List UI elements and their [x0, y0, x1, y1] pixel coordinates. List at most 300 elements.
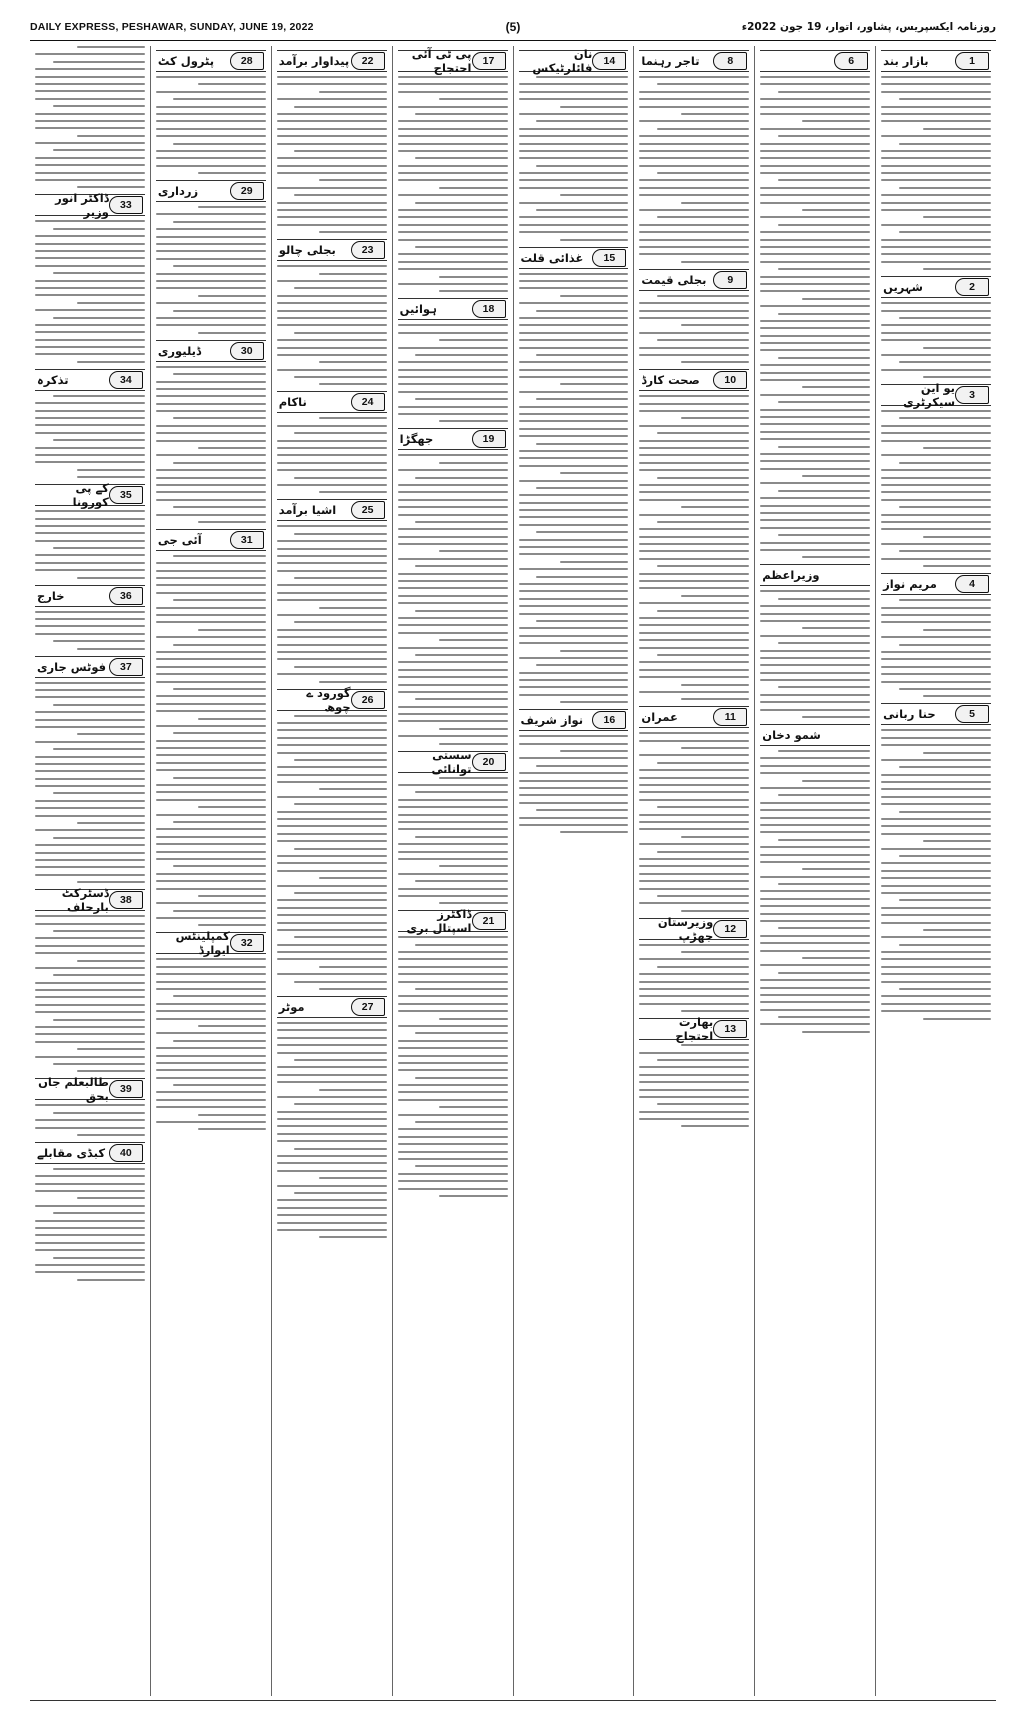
- story-number: 35: [120, 489, 132, 502]
- text-line: [35, 569, 145, 571]
- text-line: [173, 506, 265, 508]
- text-line: [173, 688, 265, 690]
- text-line: [35, 83, 145, 85]
- text-line: [35, 1227, 145, 1229]
- text-line: [156, 128, 266, 130]
- text-line: [519, 598, 629, 600]
- text-line: [639, 981, 749, 983]
- text-line: [277, 1037, 387, 1039]
- text-line: [657, 216, 749, 218]
- text-line: [881, 673, 991, 675]
- text-line: [398, 624, 508, 626]
- text-line: [294, 477, 386, 479]
- text-line: [35, 1249, 145, 1251]
- text-line: [35, 618, 145, 620]
- text-line: [760, 106, 870, 108]
- text-line: [35, 257, 145, 259]
- story-number-badge: [713, 920, 747, 938]
- text-line: [760, 349, 870, 351]
- text-line: [881, 521, 991, 523]
- text-line: [53, 547, 145, 549]
- text-line: [398, 506, 508, 508]
- text-line: [439, 639, 507, 641]
- text-line: [35, 952, 145, 954]
- story-number: 28: [240, 55, 253, 67]
- text-line: [277, 914, 387, 916]
- text-line: [277, 781, 387, 783]
- column-7: [150, 46, 271, 1696]
- story-number-badge: [713, 708, 747, 726]
- text-line: [294, 892, 386, 894]
- text-line: [519, 780, 629, 782]
- text-line: [760, 320, 870, 322]
- text-line: [439, 550, 507, 552]
- text-line: [519, 450, 629, 452]
- story-block: [639, 269, 749, 364]
- text-line: [639, 317, 749, 319]
- text-line: [398, 1099, 508, 1101]
- text-line: [778, 179, 870, 181]
- text-line: [35, 1026, 145, 1028]
- text-line: [760, 150, 870, 152]
- text-line: [277, 722, 387, 724]
- text-line: [198, 521, 266, 523]
- story-number: 6: [848, 55, 855, 67]
- story-title: ڈسٹرکٹ بارحلف: [61, 886, 109, 915]
- text-line: [173, 462, 265, 464]
- text-line: [519, 224, 629, 226]
- text-line: [35, 540, 145, 542]
- text-line: [881, 1003, 991, 1005]
- text-line: [398, 231, 508, 233]
- text-line: [881, 246, 991, 248]
- text-line: [881, 83, 991, 85]
- text-line: [294, 150, 386, 152]
- story-number: 14: [603, 55, 616, 67]
- text-line: [156, 491, 266, 493]
- text-line: [760, 290, 870, 292]
- story-title: یو این سیکرٹری: [903, 381, 955, 410]
- text-line: [35, 829, 145, 831]
- text-line: [156, 791, 266, 793]
- text-line: [198, 1114, 266, 1116]
- story-block: [398, 907, 508, 1197]
- text-line: [277, 187, 387, 189]
- story-title: ہوائیں: [399, 302, 437, 317]
- text-line: [156, 584, 266, 586]
- text-line: [173, 732, 265, 734]
- text-line: [198, 718, 266, 720]
- text-line: [519, 113, 629, 115]
- story-number: 33: [120, 199, 132, 212]
- text-line: [760, 672, 870, 674]
- column-1: [875, 46, 996, 1696]
- text-line: [35, 741, 145, 743]
- text-line: [439, 1106, 507, 1108]
- text-line: [519, 420, 629, 422]
- text-line: [35, 1104, 145, 1106]
- text-line: [881, 796, 991, 798]
- text-line: [802, 868, 870, 870]
- text-line: [657, 966, 749, 968]
- text-line: [398, 1084, 508, 1086]
- text-line: [398, 135, 508, 137]
- text-line: [519, 672, 629, 674]
- text-line: [77, 476, 145, 478]
- text-line: [35, 235, 145, 237]
- text-line: [398, 981, 508, 983]
- text-line: [398, 253, 508, 255]
- text-line: [519, 280, 629, 282]
- text-line: [881, 454, 991, 456]
- text-line: [277, 944, 387, 946]
- text-line: [639, 958, 749, 960]
- text-line: [881, 239, 991, 241]
- text-line: [681, 910, 749, 912]
- text-line: [519, 128, 629, 130]
- story-title: طالبعلم جاں بحق: [38, 1075, 109, 1104]
- text-line: [398, 873, 508, 875]
- text-line: [398, 1025, 508, 1027]
- text-line: [277, 128, 387, 130]
- text-line: [881, 759, 991, 761]
- text-line: [156, 280, 266, 282]
- story-heading: [398, 907, 508, 936]
- text-line: [277, 83, 387, 85]
- story-heading: [881, 381, 991, 410]
- text-line: [53, 704, 145, 706]
- text-line: [77, 822, 145, 824]
- text-line: [53, 1257, 145, 1259]
- text-line: [639, 469, 749, 471]
- text-line: [277, 317, 387, 319]
- text-line: [899, 550, 991, 552]
- text-line: [519, 413, 629, 415]
- story-heading: [398, 428, 508, 450]
- text-line: [519, 172, 629, 174]
- text-line: [923, 216, 991, 218]
- story-title: جھگڑا: [399, 432, 434, 447]
- text-line: [53, 837, 145, 839]
- text-line: [802, 716, 870, 718]
- text-line: [198, 172, 266, 174]
- text-line: [156, 966, 266, 968]
- text-line: [881, 892, 991, 894]
- text-line: [156, 1032, 266, 1034]
- text-line: [639, 791, 749, 793]
- text-line: [277, 165, 387, 167]
- story-block: [277, 685, 387, 990]
- text-line: [398, 1143, 508, 1145]
- text-line: [53, 1063, 145, 1065]
- text-line: [536, 354, 628, 356]
- text-line: [156, 258, 266, 260]
- text-line: [156, 695, 266, 697]
- story-block: [639, 706, 749, 911]
- story-number: 10: [724, 374, 737, 387]
- story-block: [398, 298, 508, 422]
- text-line: [657, 610, 749, 612]
- text-line: [35, 1205, 145, 1207]
- text-line: [277, 562, 387, 564]
- text-line: [639, 454, 749, 456]
- text-line: [881, 202, 991, 204]
- story-number-badge: [713, 371, 747, 389]
- text-line: [398, 669, 508, 671]
- story-number: 26: [361, 693, 374, 706]
- text-line: [639, 799, 749, 801]
- text-line: [760, 194, 870, 196]
- text-line: [398, 888, 508, 890]
- text-line: [519, 347, 629, 349]
- text-line: [156, 703, 266, 705]
- text-line: [156, 366, 266, 368]
- text-line: [760, 854, 870, 856]
- text-line: [639, 902, 749, 904]
- text-line: [35, 461, 145, 463]
- text-line: [173, 417, 265, 419]
- text-line: [77, 1070, 145, 1072]
- text-line: [778, 750, 870, 752]
- text-line: [294, 759, 386, 761]
- text-line: [881, 477, 991, 479]
- text-line: [519, 802, 629, 804]
- text-line: [35, 127, 145, 129]
- text-line: [657, 432, 749, 434]
- text-line: [881, 818, 991, 820]
- text-line: [398, 1062, 508, 1064]
- text-line: [53, 105, 145, 107]
- text-line: [156, 440, 266, 442]
- text-line: [519, 743, 629, 745]
- text-line: [277, 484, 387, 486]
- text-line: [760, 276, 870, 278]
- text-line: [156, 981, 266, 983]
- text-line: [760, 519, 870, 521]
- text-line: [35, 1175, 145, 1177]
- story-heading: [277, 50, 387, 72]
- story-heading: [35, 656, 145, 678]
- text-line: [899, 899, 991, 901]
- story-number-badge: [109, 196, 143, 214]
- text-line: [277, 347, 387, 349]
- story-title: ڈاکٹر انور وزیر: [55, 191, 109, 220]
- text-line: [519, 302, 629, 304]
- text-line: [156, 888, 266, 890]
- story-block: [277, 50, 387, 233]
- text-line: [156, 514, 266, 516]
- story-title: کے پی کورونا: [72, 481, 109, 510]
- text-line: [277, 737, 387, 739]
- text-line: [760, 709, 870, 711]
- text-line: [35, 554, 145, 556]
- text-line: [398, 179, 508, 181]
- text-line: [398, 261, 508, 263]
- text-line: [156, 213, 266, 215]
- text-line: [657, 1059, 749, 1061]
- text-line: [398, 514, 508, 516]
- text-line: [899, 688, 991, 690]
- text-line: [35, 432, 145, 434]
- story-number-badge: [472, 912, 506, 930]
- text-line: [319, 361, 387, 363]
- text-line: [35, 1242, 145, 1244]
- text-line: [156, 570, 266, 572]
- text-line: [156, 302, 266, 304]
- text-line: [35, 220, 145, 222]
- text-line: [657, 339, 749, 341]
- story-number-badge: [109, 587, 143, 605]
- story-heading: [639, 914, 749, 943]
- text-line: [760, 787, 870, 789]
- text-line: [173, 1040, 265, 1042]
- text-line: [415, 246, 507, 248]
- text-line: [398, 91, 508, 93]
- story-title: بجلی چالو: [278, 243, 336, 258]
- text-line: [277, 644, 387, 646]
- newspaper-columns: [30, 46, 996, 1696]
- text-line: [536, 209, 628, 211]
- text-line: [639, 1052, 749, 1054]
- text-line: [277, 1125, 387, 1127]
- text-line: [35, 982, 145, 984]
- text-line: [923, 629, 991, 631]
- text-line: [156, 592, 266, 594]
- text-line: [760, 613, 870, 615]
- text-line: [398, 617, 508, 619]
- text-line: [35, 1011, 145, 1013]
- story-heading: [760, 724, 870, 746]
- text-line: [639, 395, 749, 397]
- text-line: [923, 695, 991, 697]
- story-number-badge: [955, 575, 989, 593]
- text-line: [881, 91, 991, 93]
- story-title: وزیرستان جھڑپ: [657, 914, 714, 943]
- text-line: [156, 317, 266, 319]
- text-line: [778, 972, 870, 974]
- text-line: [439, 187, 507, 189]
- text-line: [881, 302, 991, 304]
- story-number: 30: [240, 344, 253, 357]
- text-line: [156, 410, 266, 412]
- text-line: [398, 106, 508, 108]
- text-line: [439, 743, 507, 745]
- text-line: [519, 324, 629, 326]
- text-line: [319, 1236, 387, 1238]
- column-2: [754, 46, 875, 1696]
- text-line: [415, 521, 507, 523]
- text-line: [536, 310, 628, 312]
- story-block: [35, 191, 145, 362]
- text-line: [294, 332, 386, 334]
- text-line: [519, 553, 629, 555]
- text-line: [53, 1112, 145, 1114]
- text-line: [639, 1089, 749, 1091]
- text-line: [294, 715, 386, 717]
- text-line: [398, 632, 508, 634]
- story-number-badge: [109, 371, 143, 389]
- text-line: [398, 958, 508, 960]
- text-line: [398, 713, 508, 715]
- text-line: [156, 673, 266, 675]
- story-block: [35, 46, 145, 188]
- text-line: [439, 865, 507, 867]
- text-line: [519, 735, 629, 737]
- text-line: [899, 317, 991, 319]
- text-line: [639, 224, 749, 226]
- text-line: [639, 231, 749, 233]
- story-number-badge: [955, 386, 989, 404]
- text-line: [319, 179, 387, 181]
- text-line: [639, 354, 749, 356]
- text-line: [156, 851, 266, 853]
- text-line: [760, 1009, 870, 1011]
- text-line: [760, 157, 870, 159]
- text-line: [881, 157, 991, 159]
- text-line: [398, 361, 508, 363]
- text-line: [398, 1091, 508, 1093]
- text-line: [35, 1183, 145, 1185]
- story-block: [639, 50, 749, 263]
- text-line: [760, 694, 870, 696]
- story-block: [519, 47, 629, 241]
- story-heading: [881, 573, 991, 595]
- text-line: [173, 221, 265, 223]
- text-line: [277, 1074, 387, 1076]
- story-block: [35, 656, 145, 884]
- text-line: [760, 765, 870, 767]
- text-line: [639, 587, 749, 589]
- story-block: [519, 247, 629, 704]
- text-line: [881, 803, 991, 805]
- text-line: [277, 1170, 387, 1172]
- text-line: [639, 550, 749, 552]
- text-line: [77, 186, 145, 188]
- text-line: [173, 599, 265, 601]
- text-line: [398, 1114, 508, 1116]
- text-line: [760, 394, 870, 396]
- text-line: [760, 635, 870, 637]
- text-line: [881, 607, 991, 609]
- text-line: [398, 376, 508, 378]
- footer-rule: [30, 1700, 996, 1701]
- text-line: [639, 661, 749, 663]
- text-line: [156, 432, 266, 434]
- text-line: [657, 477, 749, 479]
- text-line: [639, 410, 749, 412]
- text-line: [415, 1165, 507, 1167]
- text-line: [760, 128, 870, 130]
- text-line: [156, 388, 266, 390]
- text-line: [398, 1188, 508, 1190]
- text-line: [536, 120, 628, 122]
- text-line: [760, 913, 870, 915]
- text-line: [35, 98, 145, 100]
- text-line: [923, 929, 991, 931]
- text-line: [760, 942, 870, 944]
- story-heading: [35, 481, 145, 510]
- text-line: [778, 401, 870, 403]
- text-line: [156, 1055, 266, 1057]
- story-heading: [156, 529, 266, 551]
- text-line: [294, 666, 386, 668]
- text-line: [35, 696, 145, 698]
- text-line: [760, 283, 870, 285]
- story-number-badge: [230, 342, 264, 360]
- text-line: [156, 1069, 266, 1071]
- text-line: [35, 294, 145, 296]
- text-line: [802, 120, 870, 122]
